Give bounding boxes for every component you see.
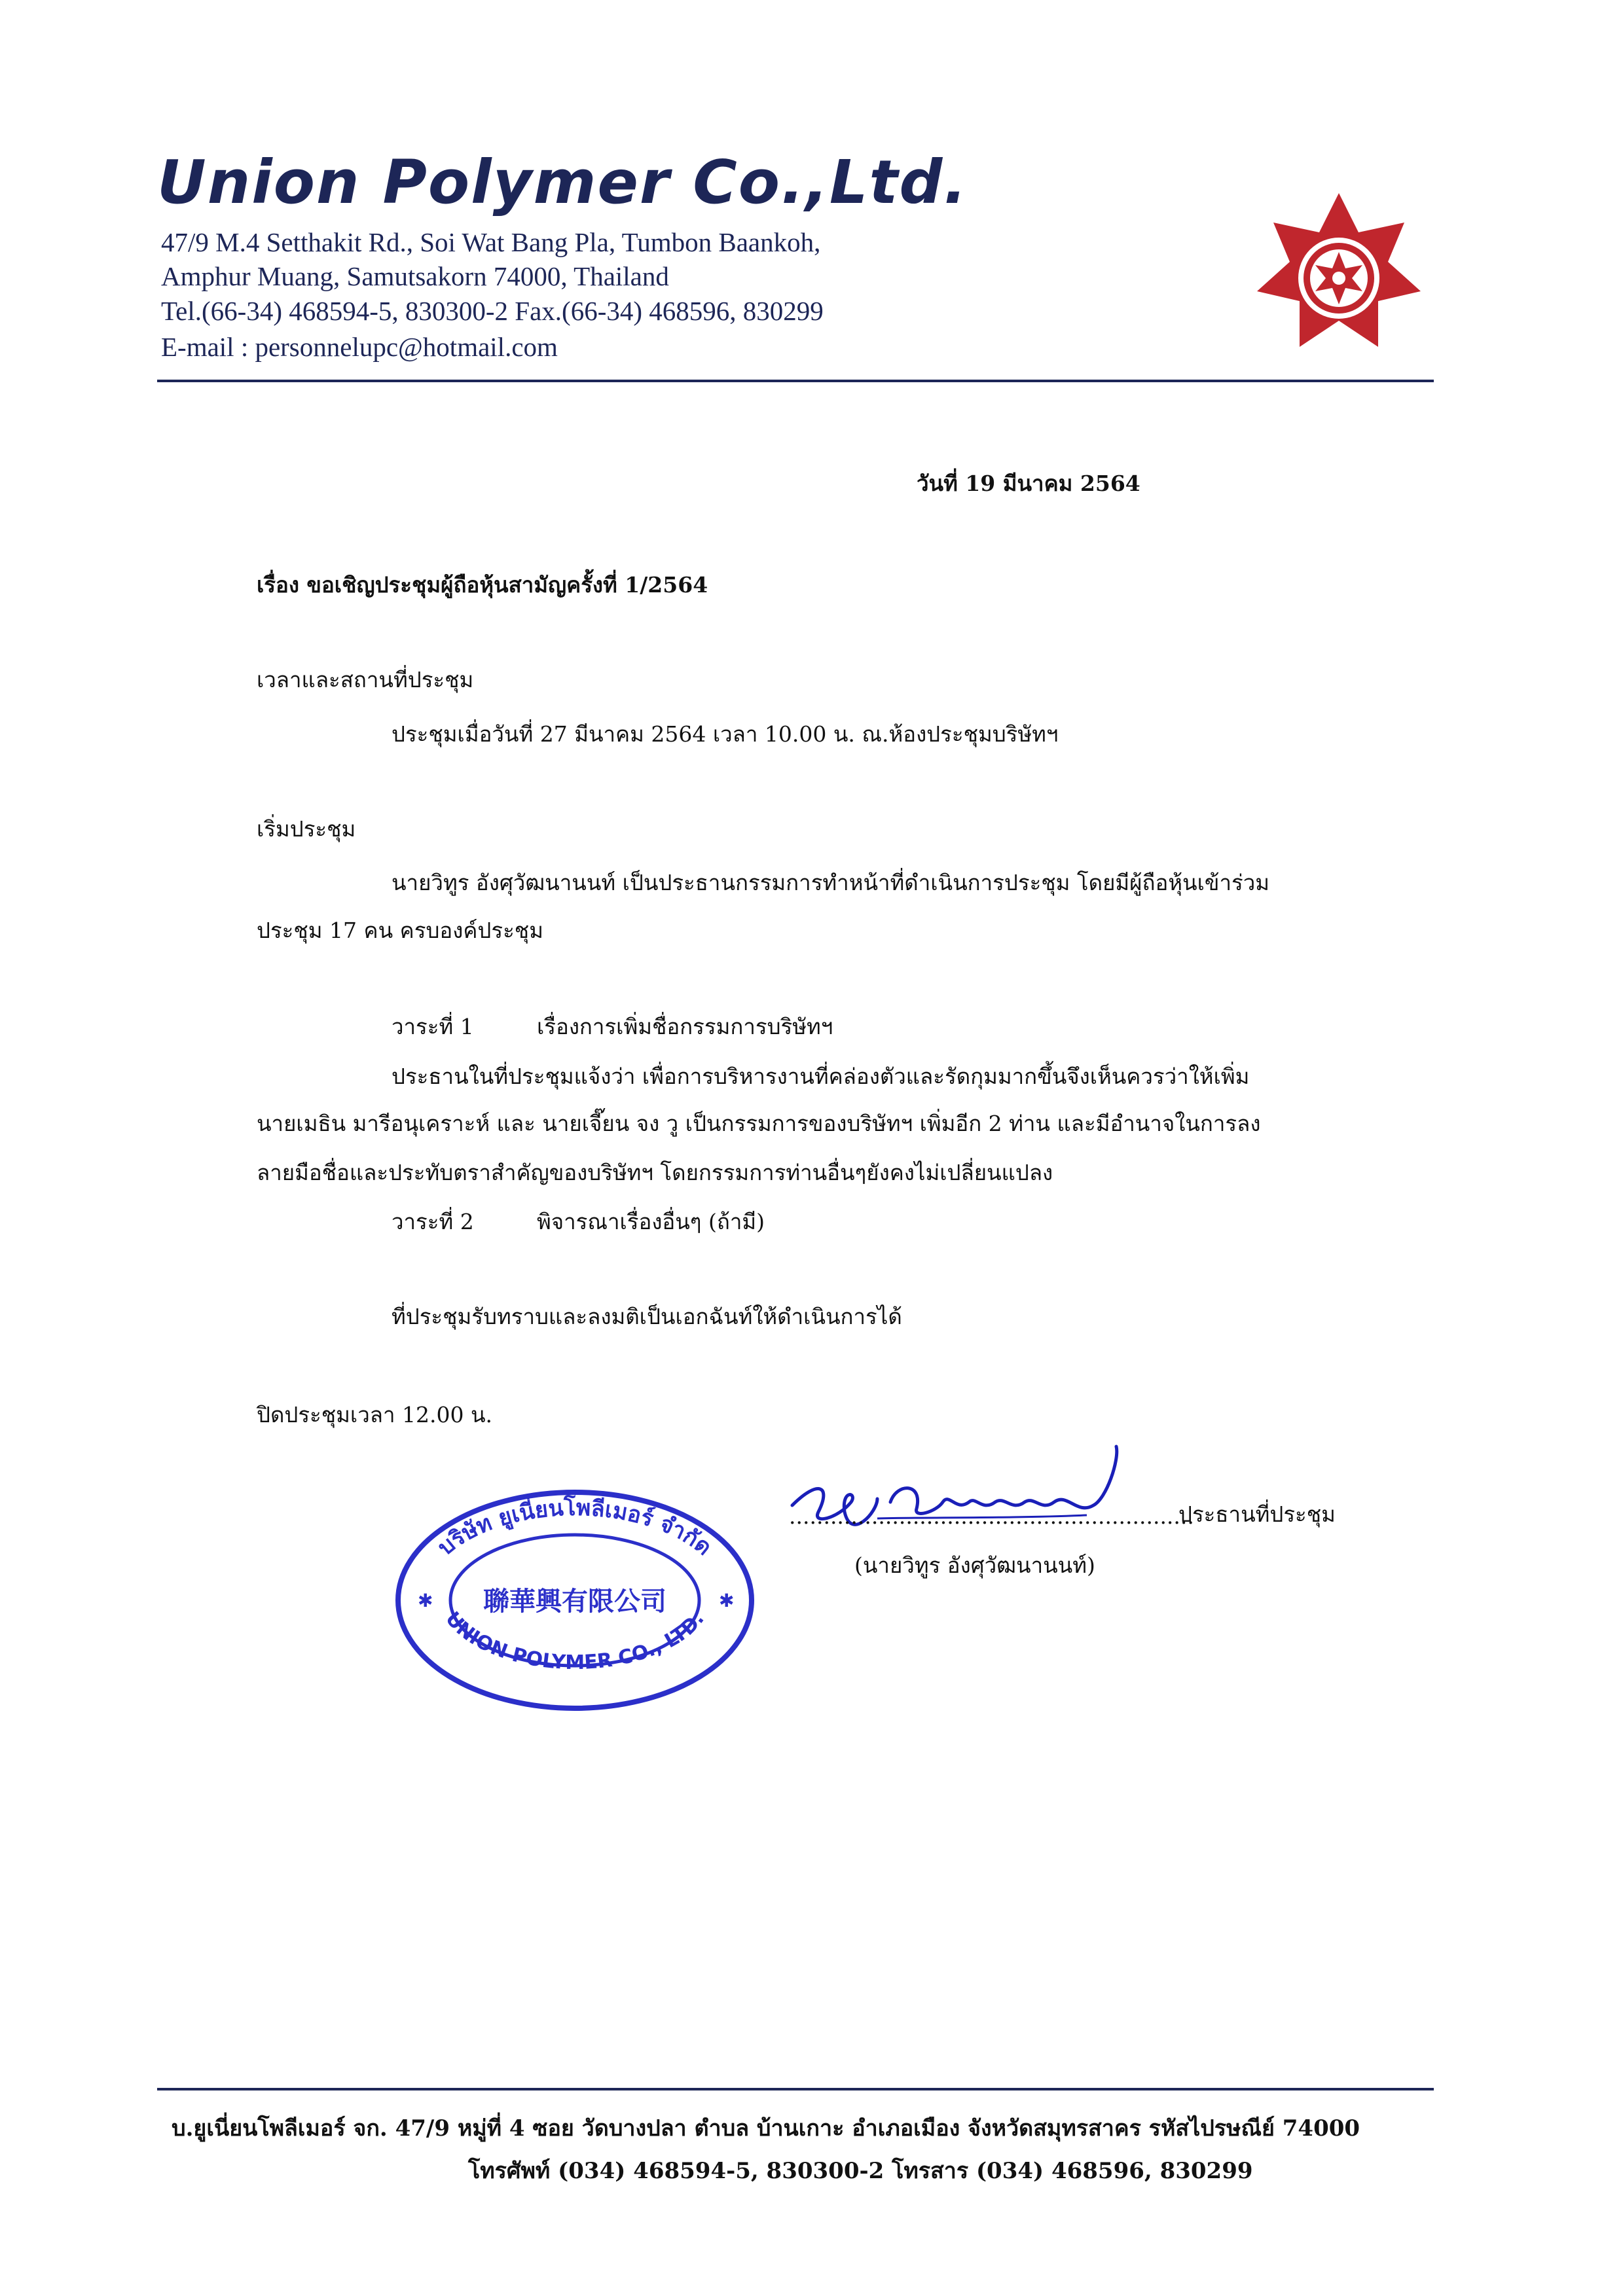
start-line-2: ประชุม 17 คน ครบองค์ประชุม — [257, 918, 543, 943]
red-star-emblem-icon — [1254, 187, 1424, 357]
footer-contact: โทรศัพท์ (034) 468594-5, 830300-2 โทรสาร (034) 468596, 830299 — [468, 2158, 1253, 2184]
email-line: E-mail : personnelupc@hotmail.com — [161, 332, 558, 362]
agenda-1-number: วาระที่ 1 — [392, 1014, 474, 1039]
letter-date: วันที่ 19 มีนาคม 2564 — [917, 471, 1140, 496]
signatory-role: ประธานที่ประชุม — [1178, 1501, 1336, 1527]
agenda-1-title: เรื่องการเพิ่มชื่อกรรมการบริษัทฯ — [537, 1014, 833, 1039]
time-place-detail: ประชุมเมื่อวันที่ 27 มีนาคม 2564 เวลา 10.00 น. ณ.ห้องประชุมบริษัทฯ — [392, 721, 1059, 747]
footer-address: บ.ยูเนี่ยนโพลีเมอร์ จก. 47/9 หมู่ที่ 4 ซอย วัดบางปลา ตำบล บ้านเกาะ อำเภอเมือง จังหวัดสมุทรสาคร รหัสไปรษณีย์ 74000 — [172, 2115, 1360, 2142]
svg-text:✱: ✱ — [719, 1590, 735, 1611]
handwritten-signature — [779, 1420, 1133, 1551]
phone-fax-line: Tel.(66-34) 468594-5, 830300-2 Fax.(66-34) 468596, 830299 — [161, 296, 824, 326]
svg-text:UNION POLYMER CO., LTD.: UNION POLYMER CO., LTD. — [441, 1607, 709, 1674]
time-place-heading: เวลาและสถานที่ประชุม — [257, 667, 474, 692]
agenda-1-line-3: ลายมือชื่อและประทับตราสำคัญของบริษัทฯ โดยกรรมการท่านอื่นๆยังคงไม่เปลี่ยนแปลง — [257, 1160, 1053, 1185]
svg-text:บริษัท ยูเนี่ยนโพลีเมอร์ จำกัด: บริษัท ยูเนี่ยนโพลีเมอร์ จำกัด — [433, 1494, 717, 1561]
agenda-1-line-2: นายเมธิน มารีอนุเคราะห์ และ นายเจี๊ยน จง วู เป็นกรรมการของบริษัทฯ เพิ่มอีก 2 ท่าน และมีอำนาจในการลง — [257, 1111, 1261, 1136]
letter-subject: เรื่อง ขอเชิญประชุมผู้ถือหุ้นสามัญครั้งที่ 1/2564 — [257, 572, 708, 598]
agenda-1-line-1: ประธานในที่ประชุมแจ้งว่า เพื่อการบริหารงานที่คล่องตัวและรัดกุมมากขึ้นจึงเห็นควรว่าให้เพิ่ม — [392, 1064, 1250, 1089]
signatory-name: (นายวิทูร อังศุวัฒนานนท์) — [854, 1552, 1095, 1578]
svg-text:聯華興有限公司: 聯華興有限公司 — [483, 1587, 666, 1617]
footer-divider — [157, 2088, 1434, 2090]
agenda-2-number: วาระที่ 2 — [392, 1209, 474, 1234]
address-line-2: Amphur Muang, Samutsakorn 74000, Thailand — [161, 261, 669, 291]
signature-dotted-line: ........................................................... — [789, 1503, 1194, 1529]
start-line-1: นายวิทูร อังศุวัฒนานนท์ เป็นประธานกรรมการทำหน้าที่ดำเนินการประชุม โดยมีผู้ถือหุ้นเข้าร่วม — [392, 870, 1269, 895]
start-heading: เริ่มประชุม — [257, 816, 356, 842]
closing-time: ปิดประชุมเวลา 12.00 น. — [257, 1402, 492, 1427]
company-seal-stamp — [392, 1486, 758, 1715]
svg-text:✱: ✱ — [418, 1590, 433, 1611]
resolution-text: ที่ประชุมรับทราบและลงมติเป็นเอกฉันท์ให้ดำเนินการได้ — [392, 1304, 902, 1329]
letterhead-divider — [157, 380, 1434, 382]
agenda-2-title: พิจารณาเรื่องอื่นๆ (ถ้ามี) — [537, 1209, 765, 1234]
address-line-1: 47/9 M.4 Setthakit Rd., Soi Wat Bang Pla, Tumbon Baankoh, — [161, 227, 821, 257]
company-name: Union Polymer Co.,Ltd. — [157, 147, 968, 217]
